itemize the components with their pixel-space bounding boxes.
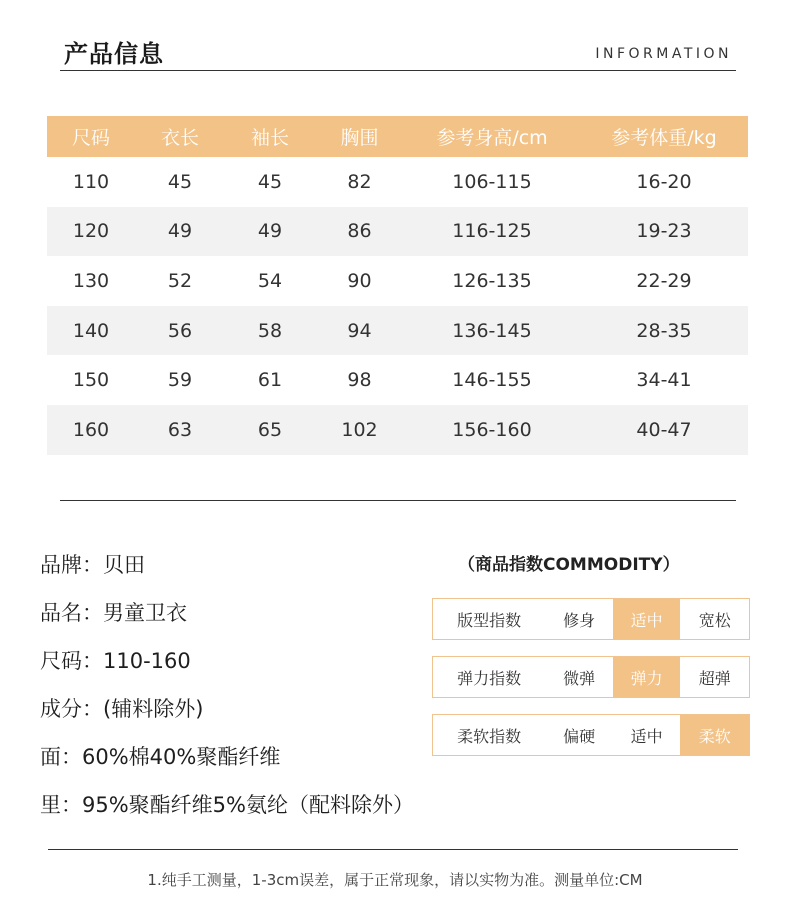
table-row (47, 207, 748, 257)
table-cell: 120 (47, 207, 135, 257)
table-cell: 49 (225, 207, 315, 257)
softness-option-medium: 适中 (630, 726, 663, 746)
table-cell: 94 (315, 306, 404, 356)
stretch-index-row (432, 656, 750, 698)
column-header: 袖长 (225, 116, 315, 157)
table-cell: 40-47 (580, 405, 748, 455)
table-cell: 45 (257, 170, 283, 193)
table-cell: 126-135 (452, 269, 532, 292)
product-info (40, 541, 414, 829)
table-cell: 86 (315, 207, 404, 257)
close-paren: ） (662, 555, 680, 575)
table-cell: 16-20 (636, 170, 692, 193)
measurement-footnote: 1.纯手工测量，1-3cm误差，属于正常现象，请以实物为准。测量单位:CM (147, 871, 643, 889)
table-cell: 19-23 (580, 207, 748, 257)
commodity-index-title (458, 550, 680, 575)
column-header: 衣长 (135, 116, 225, 157)
table-row (47, 157, 748, 207)
table-cell: 146-155 (452, 369, 532, 392)
table-cell: 49 (135, 207, 225, 257)
table-cell: 136-145 (404, 306, 580, 356)
fit-index-label: 版型指数 (457, 610, 522, 630)
table-cell: 34-41 (636, 369, 692, 392)
page-subtitle: INFORMATION (595, 46, 732, 62)
table-cell: 45 (167, 170, 193, 193)
commodity-index-label: 商品指数COMMODITY (475, 555, 663, 575)
table-cell: 90 (347, 269, 372, 292)
size-table (47, 116, 748, 455)
table-cell: 150 (72, 369, 110, 392)
table-cell: 28-35 (580, 306, 748, 356)
column-header: 参考身高/cm (404, 116, 580, 157)
open-paren: （ (458, 555, 475, 575)
outer-fabric-line: 面：60%棉40%聚酯纤维 (40, 745, 281, 769)
table-cell: 102 (315, 405, 404, 455)
composition-line: 成分：(辅料除外) (40, 697, 204, 721)
lining-fabric-line: 里：95%聚酯纤维5%氨纶（配料除外） (40, 793, 414, 817)
table-row (47, 256, 748, 306)
table-cell: 82 (347, 170, 372, 193)
header-divider (60, 70, 736, 71)
table-cell: 116-125 (404, 207, 580, 257)
table-cell: 61 (257, 369, 283, 392)
table-cell: 98 (347, 369, 372, 392)
page-title: 产品信息 (64, 40, 164, 68)
table-cell: 63 (135, 405, 225, 455)
size-range-line: 尺码：110-160 (40, 649, 191, 673)
fit-option-regular-selected: 适中 (613, 599, 681, 639)
brand-line: 品牌：贝田 (40, 553, 145, 577)
fit-option-loose: 宽松 (698, 610, 731, 630)
column-header: 尺码 (47, 116, 135, 157)
table-cell: 160 (47, 405, 135, 455)
stretch-option-stretch-selected: 弹力 (613, 657, 681, 697)
table-cell: 130 (72, 269, 110, 292)
column-header: 参考体重/kg (580, 116, 748, 157)
table-cell: 56 (135, 306, 225, 356)
product-name-line: 品名：男童卫衣 (40, 601, 187, 625)
table-cell: 22-29 (636, 269, 692, 292)
column-header: 胸围 (315, 116, 404, 157)
table-cell: 59 (167, 369, 193, 392)
softness-option-soft-selected: 柔软 (680, 715, 749, 755)
table-cell: 140 (47, 306, 135, 356)
table-divider (60, 500, 736, 501)
table-cell: 106-115 (452, 170, 532, 193)
table-row (47, 355, 748, 405)
table-row (47, 405, 748, 455)
size-table-header-row (47, 116, 748, 157)
table-cell: 65 (225, 405, 315, 455)
softness-index-row (432, 714, 750, 756)
table-cell: 110 (72, 170, 110, 193)
footer-divider (48, 849, 738, 850)
table-cell: 156-160 (404, 405, 580, 455)
stretch-option-slight: 微弹 (563, 668, 596, 688)
table-cell: 54 (257, 269, 283, 292)
softness-option-firm: 偏硬 (563, 726, 596, 746)
softness-index-label: 柔软指数 (457, 726, 522, 746)
table-cell: 58 (225, 306, 315, 356)
fit-index-row (432, 598, 750, 640)
table-row (47, 306, 748, 356)
stretch-option-super: 超弹 (698, 668, 731, 688)
fit-option-slim: 修身 (563, 610, 596, 630)
table-cell: 52 (167, 269, 193, 292)
stretch-index-label: 弹力指数 (457, 668, 522, 688)
